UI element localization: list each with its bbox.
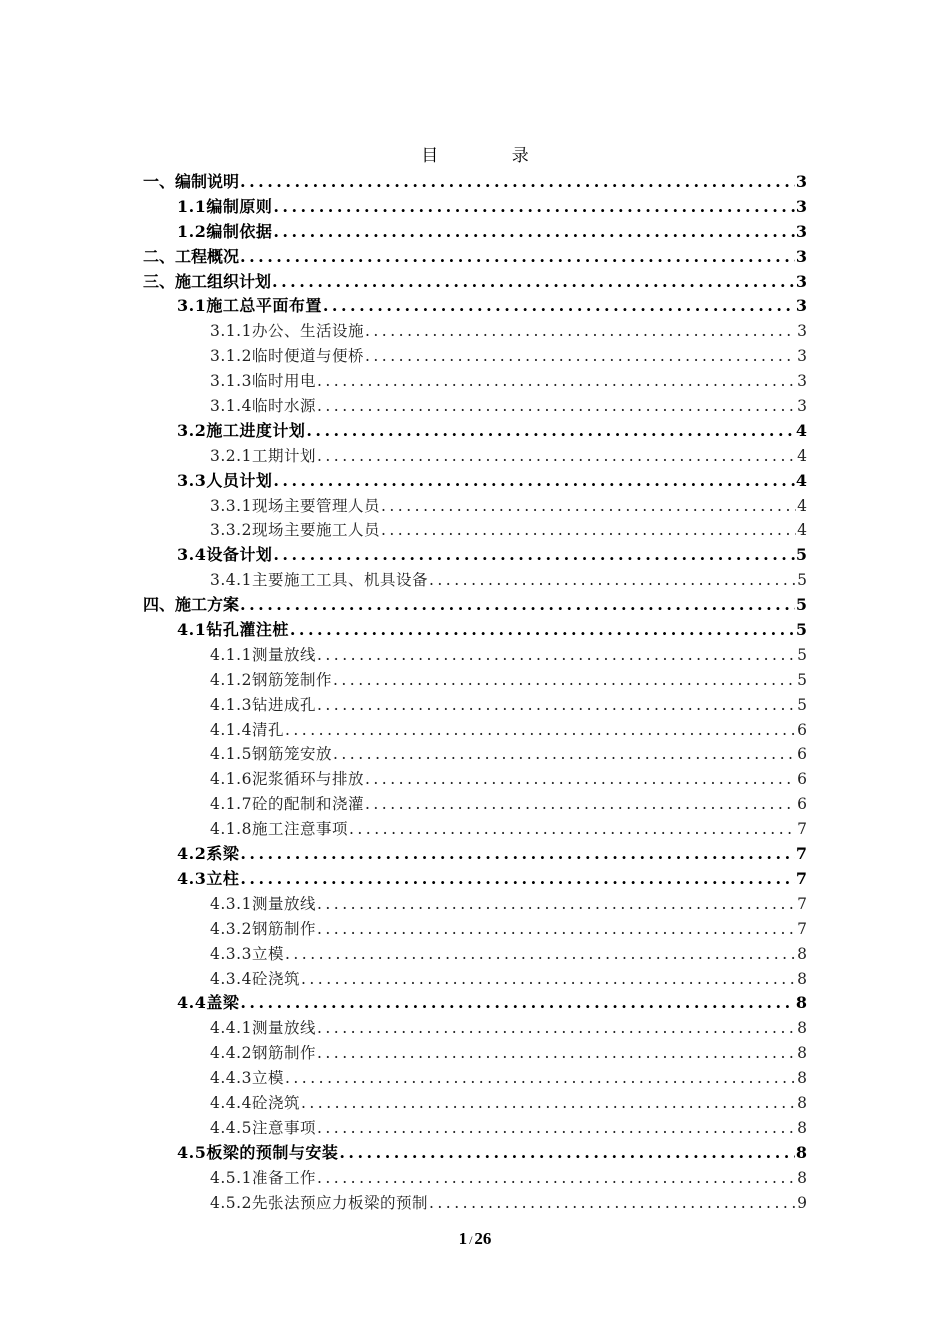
toc-entry[interactable]	[143, 444, 807, 469]
toc-entry-page-number: 4	[795, 470, 807, 490]
toc-dot-leader	[240, 991, 795, 1016]
toc-entry-label: 3.1.3临时用电	[210, 372, 316, 391]
toc-entry-label: 3.4.1主要施工工具、机具设备	[210, 571, 428, 590]
toc-dot-leader	[339, 1141, 795, 1166]
toc-entry-label: 4.3.1测量放线	[210, 894, 316, 913]
page-number-footer	[0, 1228, 950, 1251]
toc-entry-page-number: 9	[797, 1193, 807, 1212]
toc-entry-label: 4.4.5注意事项	[210, 1118, 316, 1137]
toc-dot-leader	[349, 817, 796, 842]
toc-entry[interactable]	[143, 767, 807, 792]
toc-entry[interactable]	[143, 1016, 807, 1041]
toc-entry-page-number: 6	[797, 720, 807, 739]
toc-entry[interactable]	[143, 817, 807, 842]
toc-dot-leader	[306, 419, 795, 444]
toc-entry-page-number: 6	[797, 795, 807, 814]
table-of-contents	[143, 170, 807, 1215]
toc-dot-leader	[317, 892, 796, 917]
toc-entry-label: 4.4.1测量放线	[210, 1019, 316, 1038]
toc-dot-leader	[365, 792, 796, 817]
toc-dot-leader	[301, 1091, 796, 1116]
toc-entry-label: 3.3.2现场主要施工人员	[210, 521, 380, 540]
toc-entry-page-number: 5	[797, 571, 807, 590]
toc-entry-label: 4.4.4砼浇筑	[210, 1093, 300, 1112]
toc-entry-page-number: 5	[797, 670, 807, 689]
toc-dot-leader	[333, 742, 796, 767]
toc-entry-page-number: 7	[795, 868, 807, 888]
toc-entry-label: 3.2施工进度计划	[177, 420, 306, 440]
toc-entry[interactable]	[143, 618, 807, 643]
toc-entry[interactable]	[143, 1166, 807, 1191]
toc-entry-page-number: 3	[795, 271, 807, 291]
toc-entry-page-number: 4	[797, 446, 807, 465]
toc-entry-page-number: 4	[795, 420, 807, 440]
toc-entry-label: 4.4.3立模	[210, 1069, 284, 1088]
toc-entry-page-number: 7	[797, 894, 807, 913]
toc-entry-label: 四、施工方案	[143, 595, 240, 615]
toc-dot-leader	[317, 693, 796, 718]
toc-dot-leader	[317, 643, 796, 668]
toc-entry-page-number: 5	[795, 595, 807, 615]
toc-entry[interactable]	[143, 170, 807, 195]
toc-entry-label: 4.4盖梁	[177, 993, 240, 1013]
toc-entry-label: 4.5板梁的预制与安装	[177, 1142, 339, 1162]
toc-entry-label: 3.1.1办公、生活设施	[210, 322, 364, 341]
toc-dot-leader	[290, 618, 795, 643]
toc-entry[interactable]	[143, 518, 807, 543]
toc-entry-label: 4.1.5钢筋笼安放	[210, 745, 332, 764]
toc-entry-page-number: 3	[795, 172, 807, 191]
toc-entry[interactable]	[143, 643, 807, 668]
toc-entry[interactable]	[143, 1041, 807, 1066]
toc-entry[interactable]	[143, 270, 807, 295]
toc-entry-label: 4.1钻孔灌注桩	[177, 620, 289, 640]
toc-entry[interactable]	[143, 1191, 807, 1216]
toc-entry-page-number: 4	[797, 496, 807, 515]
toc-entry-page-number: 5	[797, 645, 807, 664]
toc-entry-label: 1.2编制依据	[177, 221, 273, 241]
toc-entry-label: 4.1.4清孔	[210, 720, 284, 739]
toc-entry-label: 4.3.2钢筋制作	[210, 919, 316, 938]
toc-entry[interactable]	[143, 892, 807, 917]
toc-entry[interactable]	[143, 344, 807, 369]
toc-dot-leader	[317, 1016, 796, 1041]
toc-entry-label: 4.4.2钢筋制作	[210, 1044, 316, 1063]
toc-entry[interactable]	[143, 220, 807, 245]
toc-entry-page-number: 8	[797, 1168, 807, 1187]
toc-dot-leader	[381, 494, 796, 519]
toc-dot-leader	[323, 294, 795, 319]
toc-dot-leader	[285, 718, 796, 743]
toc-dot-leader	[273, 220, 795, 245]
toc-entry[interactable]	[143, 543, 807, 568]
toc-entry-label: 三、施工组织计划	[143, 271, 272, 291]
toc-dot-leader	[317, 1116, 796, 1141]
toc-entry-label: 4.5.2先张法预应力板梁的预制	[210, 1193, 428, 1212]
toc-entry[interactable]	[143, 419, 807, 444]
toc-entry[interactable]	[143, 1141, 807, 1166]
toc-entry-label: 4.3.4砼浇筑	[210, 969, 300, 988]
toc-entry[interactable]	[143, 991, 807, 1016]
toc-entry-page-number: 7	[797, 919, 807, 938]
toc-entry-page-number: 8	[797, 1093, 807, 1112]
toc-dot-leader	[365, 344, 796, 369]
toc-dot-leader	[285, 942, 796, 967]
toc-entry[interactable]	[143, 469, 807, 494]
toc-entry-page-number: 3	[795, 296, 807, 316]
toc-dot-leader	[381, 518, 796, 543]
toc-entry-label: 4.1.8施工注意事项	[210, 820, 348, 839]
toc-entry-label: 4.1.7砼的配制和浇灌	[210, 795, 364, 814]
toc-entry-page-number: 8	[797, 1044, 807, 1063]
toc-entry-label: 4.1.2钢筋笼制作	[210, 670, 332, 689]
toc-entry-page-number: 3	[797, 322, 807, 341]
toc-entry-label: 3.1.4临时水源	[210, 397, 316, 416]
toc-entry-label: 3.1.2临时便道与便桥	[210, 347, 364, 366]
toc-entry[interactable]	[143, 1116, 807, 1141]
toc-entry[interactable]	[143, 967, 807, 992]
toc-dot-leader	[333, 668, 796, 693]
toc-entry-page-number: 6	[797, 745, 807, 764]
toc-entry-page-number: 5	[795, 545, 807, 565]
toc-entry-page-number: 3	[797, 397, 807, 416]
toc-entry-page-number: 8	[795, 993, 807, 1013]
toc-entry-page-number: 3	[795, 246, 807, 266]
toc-dot-leader	[273, 543, 795, 568]
toc-dot-leader	[317, 444, 796, 469]
toc-entry[interactable]	[143, 568, 807, 593]
toc-dot-leader	[285, 1066, 796, 1091]
toc-entry-label: 3.3.1现场主要管理人员	[210, 496, 380, 515]
toc-entry-label: 二、工程概况	[143, 246, 240, 266]
toc-title: 目 录	[421, 146, 563, 166]
toc-entry-page-number: 4	[797, 521, 807, 540]
toc-entry-page-number: 6	[797, 770, 807, 789]
current-page-number: 1	[458, 1229, 468, 1248]
toc-dot-leader	[240, 842, 795, 867]
toc-entry[interactable]	[143, 842, 807, 867]
toc-entry-label: 3.3人员计划	[177, 470, 273, 490]
toc-entry[interactable]	[143, 718, 807, 743]
toc-entry[interactable]	[143, 319, 807, 344]
toc-entry-page-number: 8	[797, 969, 807, 988]
toc-entry-label: 4.2系梁	[177, 844, 240, 864]
toc-entry-label: 3.1施工总平面布置	[177, 296, 322, 316]
toc-entry[interactable]	[143, 394, 807, 419]
toc-entry-page-number: 8	[797, 1118, 807, 1137]
toc-entry-page-number: 8	[797, 1019, 807, 1038]
toc-entry[interactable]	[143, 792, 807, 817]
toc-dot-leader	[240, 170, 795, 195]
toc-entry-label: 4.3立柱	[177, 868, 240, 888]
toc-entry-page-number: 7	[795, 844, 807, 864]
toc-entry-page-number: 5	[795, 620, 807, 640]
toc-dot-leader	[429, 1191, 796, 1216]
toc-entry[interactable]	[143, 245, 807, 270]
toc-entry-label: 1.1编制原则	[177, 196, 273, 216]
toc-entry[interactable]	[143, 917, 807, 942]
toc-entry[interactable]	[143, 494, 807, 519]
toc-entry-label: 4.1.1测量放线	[210, 645, 316, 664]
toc-dot-leader	[317, 917, 796, 942]
toc-entry-page-number: 3	[795, 221, 807, 241]
toc-dot-leader	[273, 469, 795, 494]
toc-entry[interactable]	[143, 369, 807, 394]
toc-dot-leader	[365, 319, 796, 344]
toc-dot-leader	[240, 867, 795, 892]
toc-entry[interactable]	[143, 1091, 807, 1116]
toc-entry-page-number: 3	[797, 372, 807, 391]
toc-entry-page-number: 3	[795, 196, 807, 216]
toc-dot-leader	[273, 195, 795, 220]
toc-entry-label: 3.2.1工期计划	[210, 446, 316, 465]
toc-entry[interactable]	[143, 1066, 807, 1091]
toc-dot-leader	[429, 568, 796, 593]
toc-entry[interactable]	[143, 593, 807, 618]
toc-entry-label: 4.3.3立模	[210, 944, 284, 963]
toc-dot-leader	[317, 369, 796, 394]
toc-entry[interactable]	[143, 693, 807, 718]
toc-dot-leader	[317, 1166, 796, 1191]
toc-entry-page-number: 5	[797, 695, 807, 714]
toc-dot-leader	[317, 394, 796, 419]
toc-dot-leader	[240, 245, 795, 270]
toc-entry[interactable]	[143, 668, 807, 693]
toc-dot-leader	[301, 967, 796, 992]
toc-entry-page-number: 7	[797, 820, 807, 839]
toc-dot-leader	[317, 1041, 796, 1066]
toc-entry[interactable]	[143, 742, 807, 767]
toc-entry[interactable]	[143, 195, 807, 220]
toc-entry-page-number: 3	[797, 347, 807, 366]
toc-entry-page-number: 8	[795, 1142, 807, 1162]
toc-entry[interactable]	[143, 867, 807, 892]
toc-entry[interactable]	[143, 942, 807, 967]
toc-entry-label: 4.1.6泥浆循环与排放	[210, 770, 364, 789]
toc-entry[interactable]	[143, 294, 807, 319]
total-page-count: 26	[474, 1229, 492, 1248]
page-separator: /	[469, 1233, 473, 1247]
toc-entry-label: 4.1.3钻进成孔	[210, 695, 316, 714]
toc-dot-leader	[365, 767, 796, 792]
toc-entry-page-number: 8	[797, 1069, 807, 1088]
toc-entry-label: 4.5.1准备工作	[210, 1168, 316, 1187]
toc-entry-label: 一、编制说明	[143, 172, 240, 191]
toc-dot-leader	[240, 593, 795, 618]
toc-dot-leader	[272, 270, 795, 295]
toc-entry-label: 3.4设备计划	[177, 545, 273, 565]
toc-entry-page-number: 8	[797, 944, 807, 963]
